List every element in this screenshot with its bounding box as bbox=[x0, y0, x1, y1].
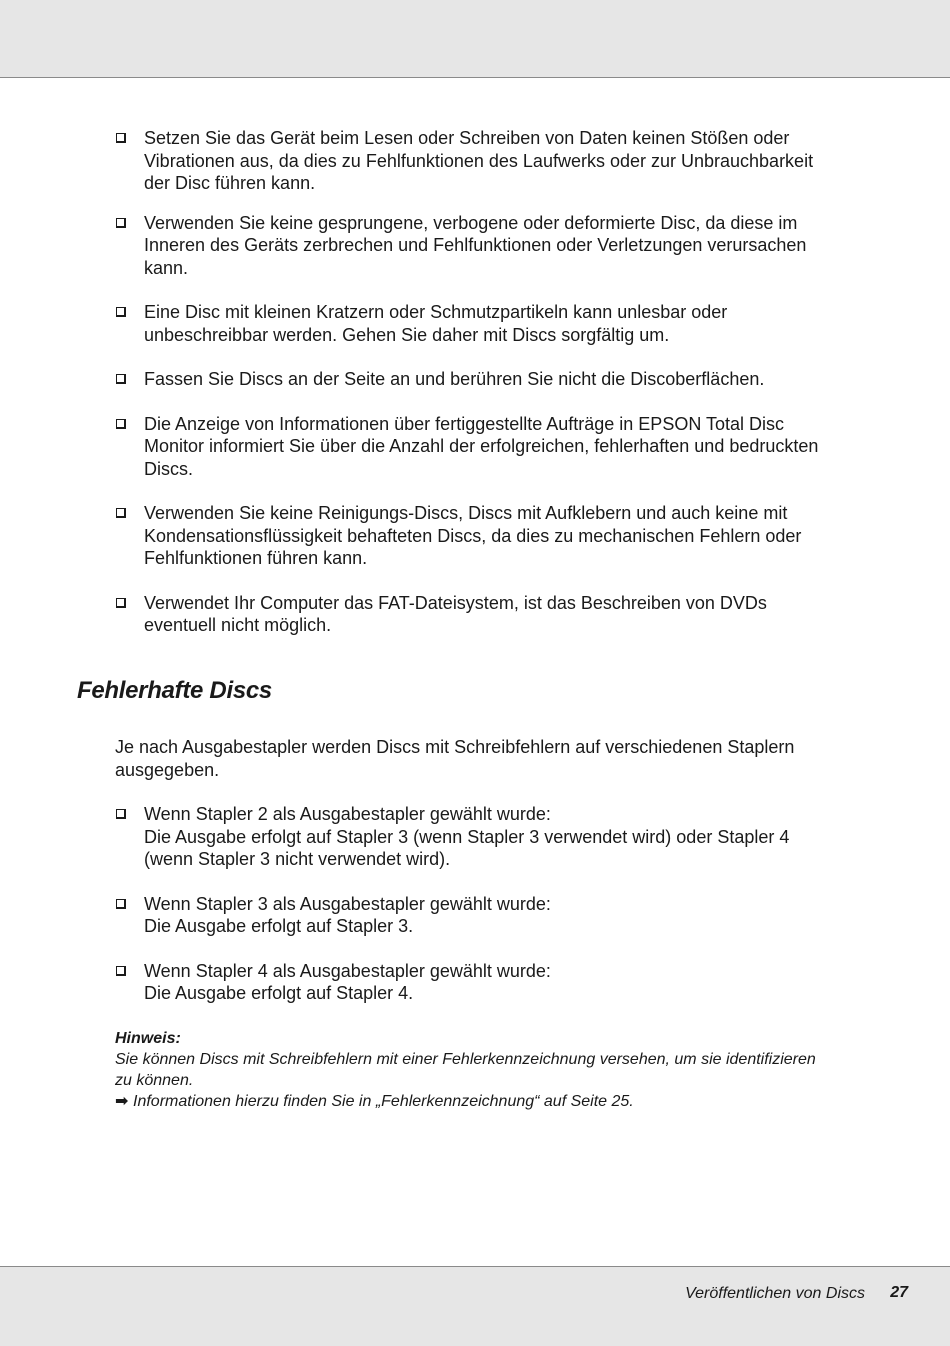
list-item-line: Discs. bbox=[144, 458, 193, 479]
checkbox-bullet-icon bbox=[116, 598, 126, 608]
list-item-line: Monitor informiert Sie über die Anzahl der erfolgreichen, fehlerhaften und bedruckten bbox=[144, 436, 819, 456]
list-item-line: eventuell nicht möglich. bbox=[144, 615, 332, 635]
list-item-line: Verwendet Ihr Computer das FAT-Dateisystem, ist das Beschreiben von DVDs bbox=[144, 592, 767, 613]
list-item bbox=[115, 803, 875, 871]
note-line: Sie können Discs mit Schreibfehlern mit einer Fehlerkennzeichnung versehen, um sie identifizieren bbox=[115, 1051, 816, 1068]
list-item-line: (wenn Stapler 3 nicht verwendet wird). bbox=[144, 849, 451, 869]
precautions-list bbox=[115, 127, 875, 637]
checkbox-bullet-icon bbox=[116, 899, 126, 909]
checkbox-bullet-icon bbox=[116, 966, 126, 976]
list-item-line: Eine Disc mit kleinen Kratzern oder Schmutzpartikeln kann unlesbar oder bbox=[144, 302, 728, 322]
list-item bbox=[115, 960, 875, 1005]
list-item-line: Die Ausgabe erfolgt auf Stapler 3 (wenn Stapler 3 verwendet wird) oder Stapler 4 bbox=[144, 826, 790, 847]
checkbox-bullet-icon bbox=[116, 419, 126, 429]
list-item bbox=[115, 301, 875, 346]
note-reference bbox=[115, 1091, 885, 1112]
note-title: Hinweis: bbox=[115, 1030, 181, 1047]
checkbox-bullet-icon bbox=[116, 133, 126, 143]
stapler-list bbox=[115, 803, 875, 1005]
list-item bbox=[115, 127, 875, 195]
footer-page-number: 27 bbox=[890, 1284, 908, 1301]
list-item-line: Fassen Sie Discs an der Seite an und berühren Sie nicht die Discoberflächen. bbox=[144, 369, 765, 389]
list-item-line: der Disc führen kann. bbox=[144, 173, 316, 193]
cross-reference-link[interactable]: Informationen hierzu finden Sie in „Fehlerkennzeichnung“ auf Seite 25. bbox=[133, 1093, 634, 1110]
arrow-right-icon: ➡ bbox=[115, 1093, 129, 1110]
list-item-line: Verwenden Sie keine gesprungene, verbogene oder deformierte Disc, da diese im bbox=[144, 212, 798, 233]
checkbox-bullet-icon bbox=[116, 508, 126, 518]
checkbox-bullet-icon bbox=[116, 218, 126, 228]
page-footer-band bbox=[0, 1266, 950, 1346]
list-item-line: Die Ausgabe erfolgt auf Stapler 4. bbox=[144, 983, 414, 1003]
list-item-line: Wenn Stapler 3 als Ausgabestapler gewählt wurde: bbox=[144, 893, 551, 914]
list-item-line: kann. bbox=[144, 257, 189, 278]
list-item bbox=[115, 368, 875, 391]
list-item-line: Wenn Stapler 2 als Ausgabestapler gewählt wurde: bbox=[144, 804, 551, 824]
checkbox-bullet-icon bbox=[116, 307, 126, 317]
list-item-line: Wenn Stapler 4 als Ausgabestapler gewählt wurde: bbox=[144, 960, 551, 981]
note-box bbox=[115, 1028, 885, 1112]
list-item bbox=[115, 592, 875, 637]
note-line: zu können. bbox=[115, 1072, 194, 1089]
intro-line: Je nach Ausgabestapler werden Discs mit Schreibfehlern auf verschiedenen Staplern bbox=[115, 737, 795, 757]
list-item-line: Kondensationsflüssigkeit behafteten Discs, da dies zu mechanischen Fehlern oder bbox=[144, 525, 802, 546]
list-item-line: Vibrationen aus, da dies zu Fehlfunktionen des Laufwerks oder zur Unbrauchbarkeit bbox=[144, 150, 814, 171]
checkbox-bullet-icon bbox=[116, 809, 126, 819]
section-intro bbox=[115, 736, 875, 781]
list-item-line: Fehlfunktionen führen kann. bbox=[144, 548, 368, 568]
list-item-line: unbeschreibbar werden. Gehen Sie daher mit Discs sorgfältig um. bbox=[144, 324, 670, 345]
list-item bbox=[115, 212, 875, 280]
list-item-line: Inneren des Geräts zerbrechen und Fehlfunktionen oder Verletzungen verursachen bbox=[144, 235, 807, 255]
list-item bbox=[115, 413, 875, 481]
list-item-line: Setzen Sie das Gerät beim Lesen oder Schreiben von Daten keinen Stößen oder bbox=[144, 128, 790, 148]
section-heading: Fehlerhafte Discs bbox=[77, 677, 272, 704]
list-item bbox=[115, 502, 875, 570]
checkbox-bullet-icon bbox=[116, 374, 126, 384]
list-item-line: Die Anzeige von Informationen über fertiggestellte Aufträge in EPSON Total Disc bbox=[144, 413, 785, 434]
list-item bbox=[115, 893, 875, 938]
list-item-line: Die Ausgabe erfolgt auf Stapler 3. bbox=[144, 916, 414, 936]
page-header-band bbox=[0, 0, 950, 78]
footer-section-title: Veröffentlichen von Discs bbox=[685, 1285, 865, 1302]
intro-line: ausgegeben. bbox=[115, 759, 220, 780]
list-item-line: Verwenden Sie keine Reinigungs-Discs, Discs mit Aufklebern und auch keine mit bbox=[144, 503, 788, 523]
